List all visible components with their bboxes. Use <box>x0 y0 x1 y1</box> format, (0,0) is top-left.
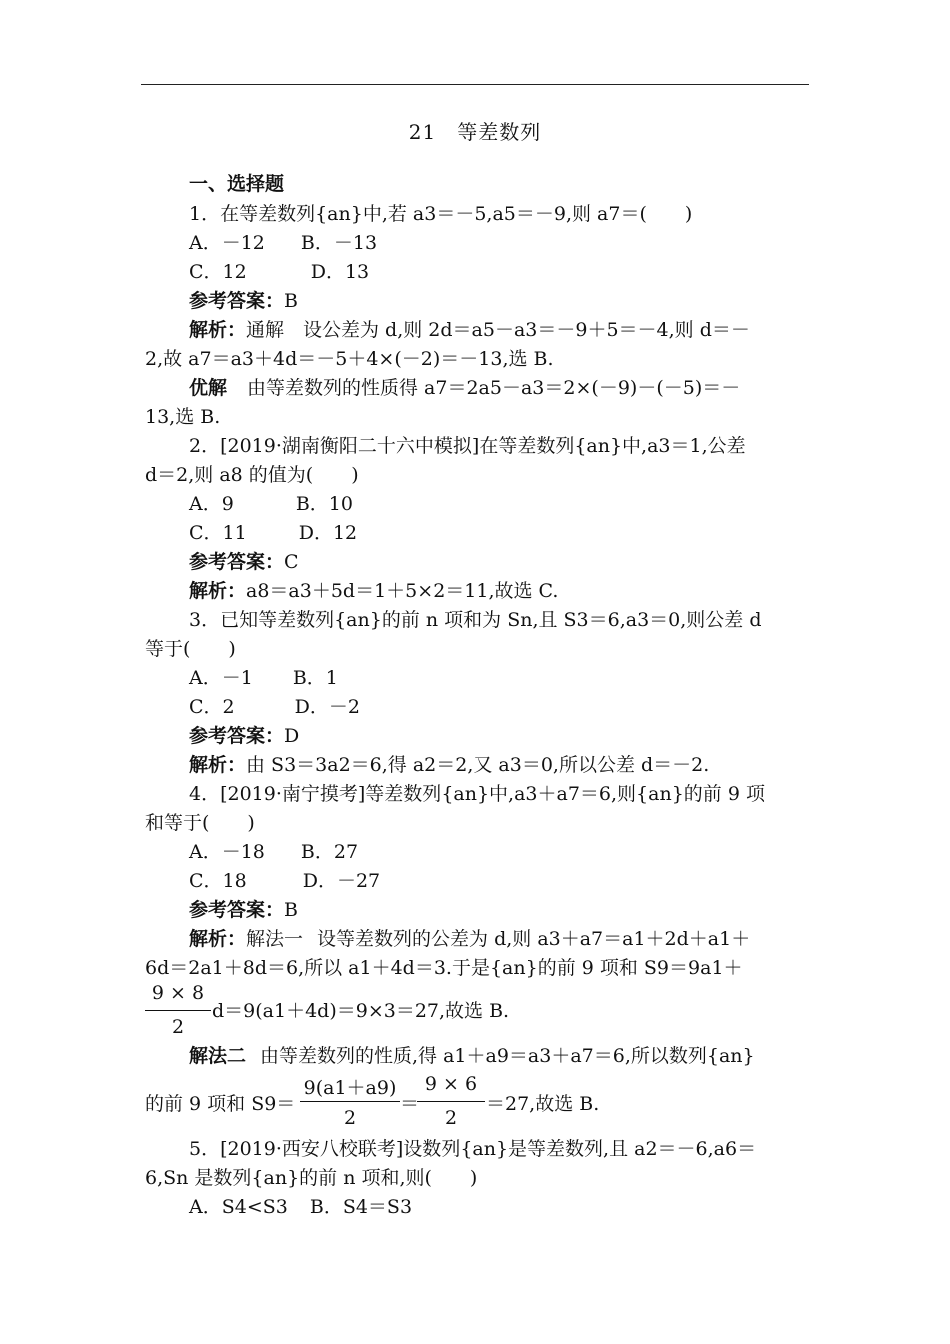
q4-method2: 解法二 由等差数列的性质,得 a1＋a9＝a3＋a7＝6,所以数列{an} <box>189 1045 755 1067</box>
q2-analysis: 解析：a8＝a3＋5d＝1＋5×2＝11,故选 C. <box>189 580 559 602</box>
q3-analysis: 解析：由 S3＝3a2＝6,得 a2＝2,又 a3＝0,所以公差 d＝－2. <box>189 754 710 776</box>
q4-stem-cont: 和等于( ) <box>145 812 255 834</box>
q4-m2-frac2-denominator: 2 <box>444 1107 458 1129</box>
q4-method2-lead: 的前 9 项和 S9＝ <box>145 1093 296 1115</box>
q5-stem-cont: 6,Sn 是数列{an}的前 n 项和,则( ) <box>145 1167 478 1189</box>
q1-stem: 1．在等差数列{an}中,若 a3＝－5,a5＝－9,则 a7＝( ) <box>189 203 693 225</box>
q1-analysis: 解析：通解 设公差为 d,则 2d＝a5－a3＝－9＋5＝－4,则 d＝－ <box>189 319 750 341</box>
q4-method1-result: d＝9(a1＋4d)＝9×3＝27,故选 B. <box>212 1000 510 1022</box>
q1-alt-solution: 优解 由等差数列的性质得 a7＝2a5－a3＝2×(－9)－(－5)＝－ <box>189 377 741 399</box>
q4-method1-cont: 6d＝2a1＋8d＝6,所以 a1＋4d＝3.于是{an}的前 9 项和 S9＝9a1＋ <box>145 957 743 979</box>
q2-stem-cont: d＝2,则 a8 的值为( ) <box>145 464 359 486</box>
q2-options-ab: A．9 B．10 <box>189 493 353 515</box>
page-title: 21 等差数列 <box>408 120 542 144</box>
q4-m2-frac2-bar <box>417 1101 485 1102</box>
q2-answer: 参考答案：C <box>189 551 299 573</box>
q3-options-ab: A．－1 B．1 <box>189 667 338 689</box>
q1-alt-solution-cont: 13,选 B. <box>145 406 221 428</box>
q3-options-cd: C．2 D．－2 <box>189 696 360 718</box>
q4-stem: 4．[2019·南宁摸考]等差数列{an}中,a3＋a7＝6,则{an}的前 9 项 <box>189 783 765 805</box>
q5-stem: 5．[2019·西安八校联考]设数列{an}是等差数列,且 a2＝－6,a6＝ <box>189 1138 757 1160</box>
q3-stem-cont: 等于( ) <box>145 638 236 660</box>
q4-m1-frac-denominator: 2 <box>171 1016 185 1038</box>
q4-m2-frac2-numerator: 9 × 6 <box>424 1073 478 1095</box>
q4-method1: 解析：解法一 设等差数列的公差为 d,则 a3＋a7＝a1＋2d＋a1＋ <box>189 928 751 950</box>
q4-options-ab: A．－18 B．27 <box>189 841 359 863</box>
q1-options-ab: A．－12 B．－13 <box>189 232 378 254</box>
q3-answer: 参考答案：D <box>189 725 300 747</box>
q4-m2-frac1-bar <box>300 1101 400 1102</box>
q4-answer: 参考答案：B <box>189 899 298 921</box>
header-rule <box>141 84 809 85</box>
q4-m2-equals: ＝ <box>400 1093 420 1115</box>
q4-method2-result: ＝27,故选 B. <box>486 1093 600 1115</box>
q2-options-cd: C．11 D．12 <box>189 522 358 544</box>
q2-stem: 2．[2019·湖南衡阳二十六中模拟]在等差数列{an}中,a3＝1,公差 <box>189 435 746 457</box>
section-heading: 一、选择题 <box>189 173 285 195</box>
q1-options-cd: C．12 D．13 <box>189 261 370 283</box>
q1-analysis-cont: 2,故 a7＝a3＋4d＝－5＋4×(－2)＝－13,选 B. <box>145 348 554 370</box>
q3-stem: 3．已知等差数列{an}的前 n 项和为 Sn,且 S3＝6,a3＝0,则公差 d <box>189 609 762 631</box>
q4-m1-frac-bar <box>145 1010 211 1011</box>
q1-answer: 参考答案：B <box>189 290 298 312</box>
q5-options-ab: A．S4<S3 B．S4＝S3 <box>189 1196 413 1218</box>
q4-m2-frac1-denominator: 2 <box>343 1107 357 1129</box>
q4-options-cd: C．18 D．－27 <box>189 870 381 892</box>
q4-m2-frac1-numerator: 9(a1＋a9) <box>303 1077 397 1099</box>
q4-m1-frac-numerator: 9 × 8 <box>151 982 205 1004</box>
